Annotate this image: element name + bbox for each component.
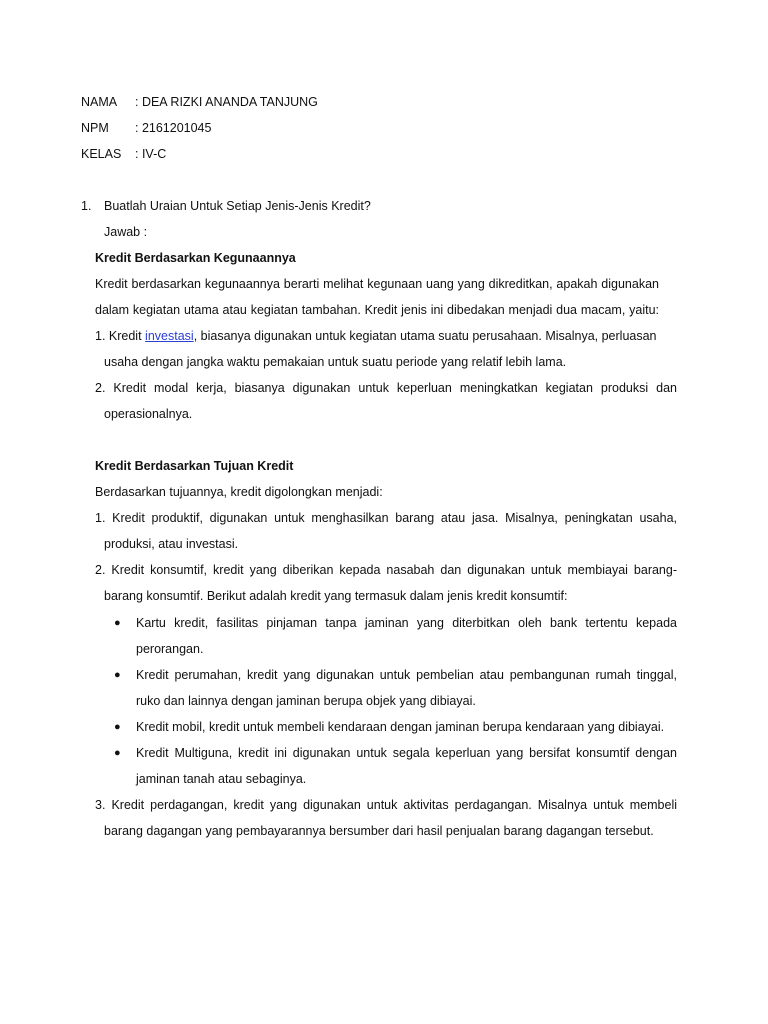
question-number: 1. (81, 199, 92, 213)
section1-heading: Kredit Berdasarkan Kegunaannya (95, 251, 296, 265)
bullet-icon: ● (114, 747, 121, 759)
section2-item3-line1: 3. Kredit perdagangan, kredit yang digunakan untuk aktivitas perdagangan. Misalnya untuk membeli (95, 798, 677, 812)
section2-intro: Berdasarkan tujuannya, kredit digolongkan menjadi: (95, 485, 383, 499)
bullet1-line1: Kartu kredit, fasilitas pinjaman tanpa jaminan yang diterbitkan oleh bank tertentu kepada (136, 616, 677, 630)
section2-item2-line2: barang konsumtif. Berikut adalah kredit yang termasuk dalam jenis kredit konsumtif: (104, 589, 568, 603)
section1-intro-line1: Kredit berdasarkan kegunaannya berarti melihat kegunaan uang yang dikreditkan, apakah digunakan (95, 277, 659, 291)
nama-label: NAMA (81, 95, 118, 109)
section1-item2-line2: operasionalnya. (104, 407, 193, 421)
bullet2-line1: Kredit perumahan, kredit yang digunakan untuk pembelian atau pembangunan rumah tinggal, (136, 668, 677, 682)
investasi-link[interactable]: investasi (145, 329, 194, 343)
bullet2-line2: ruko dan lainnya dengan jaminan berupa objek yang dibiayai. (136, 694, 476, 708)
section1-item1-rest: , biasanya digunakan untuk kegiatan utama suatu perusahaan. Misalnya, perluasan (193, 329, 657, 343)
section1-item2-line1: 2. Kredit modal kerja, biasanya digunakan untuk keperluan meningkatkan kegiatan produksi dan (95, 381, 677, 395)
bullet-icon: ● (114, 617, 121, 629)
kelas-value: : IV-C (135, 147, 167, 161)
section2-item2-line1: 2. Kredit konsumtif, kredit yang diberikan kepada nasabah dan digunakan untuk membiayai barang- (95, 563, 677, 577)
bullet-icon: ● (114, 669, 121, 681)
section1-item1-line1 (95, 328, 677, 344)
question-text: Buatlah Uraian Untuk Setiap Jenis-Jenis Kredit? (104, 199, 371, 213)
section1-intro-line2: dalam kegiatan utama atau kegiatan tambahan. Kredit jenis ini dibedakan menjadi dua macam, yaitu: (95, 303, 659, 317)
nama-value: : DEA RIZKI ANANDA TANJUNG (135, 95, 318, 109)
bullet1-line2: perorangan. (136, 642, 204, 656)
kelas-label: KELAS (81, 147, 122, 161)
npm-label: NPM (81, 121, 109, 135)
section2-heading: Kredit Berdasarkan Tujuan Kredit (95, 459, 294, 473)
section2-item3-line2: barang dagangan yang pembayarannya bersumber dari hasil penjualan barang dagangan tersebut. (104, 824, 654, 838)
section2-item1-line1: 1. Kredit produktif, digunakan untuk menghasilkan barang atau jasa. Misalnya, peningkatan usaha, (95, 511, 677, 525)
answer-label: Jawab : (104, 225, 148, 239)
section2-item1-line2: produksi, atau investasi. (104, 537, 239, 551)
section1-item1-prefix: 1. Kredit (95, 329, 142, 343)
bullet4-line2: jaminan tanah atau sebaginya. (136, 772, 307, 786)
bullet4-line1: Kredit Multiguna, kredit ini digunakan untuk segala keperluan yang bersifat konsumtif dengan (136, 746, 677, 760)
bullet-icon: ● (114, 721, 121, 733)
npm-value: : 2161201045 (135, 121, 212, 135)
bullet3-line1: Kredit mobil, kredit untuk membeli kendaraan dengan jaminan berupa kendaraan yang dibiayai. (136, 720, 665, 734)
section1-item1-line2: usaha dengan jangka waktu pemakaian untuk suatu periode yang relatif lebih lama. (104, 355, 567, 369)
